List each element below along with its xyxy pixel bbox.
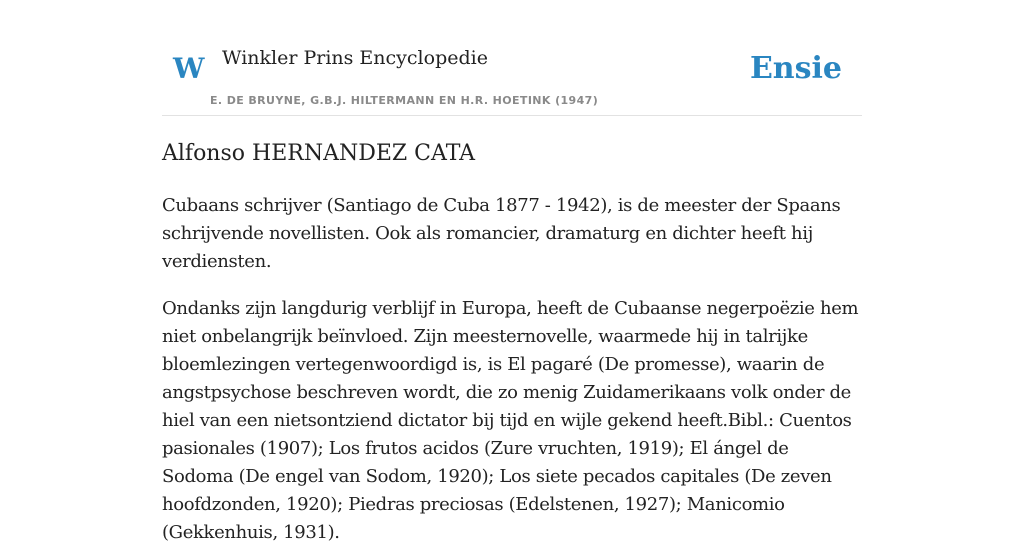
source-authors: E. DE BRUYNE, G.B.J. HILTERMANN EN H.R. HOETINK (1947) (210, 94, 599, 107)
source-title[interactable]: Winkler Prins Encyclopedie (222, 47, 488, 69)
article-title: Alfonso HERNANDEZ CATA (162, 141, 476, 166)
winkler-prins-logo-icon[interactable]: W (173, 52, 205, 85)
source-header (162, 40, 862, 116)
article-paragraph: Ondanks zijn langdurig verblijf in Europa, heeft de Cubaanse negerpoëzie hem niet onbelangrijk beïnvloed. Zijn meesternovelle, waarmede hij in talrijke bloemlezingen vertegenwoordigd is, is El pagaré (De promesse), waarin de angstpsychose beschreven wordt, die zo menig Zuidamerikaans volk onder de hiel van een nietsontziend dictator bij tijd en wijle gekend heeft.Bibl.: Cuentos pasionales (1907); Los frutos acidos (Zure vruchten, 1919); El ángel de Sodoma (De engel van Sodom, 1920); Los siete pecados capitales (De zeven hoofdzonden, 1920); Piedras preciosas (Edelstenen, 1927); Manicomio (Gekkenhuis, 1931). (162, 298, 859, 543)
ensie-logo[interactable]: Ensie (749, 51, 842, 86)
article-paragraph: Cubaans schrijver (Santiago de Cuba 1877 - 1942), is de meester der Spaans schrijvende novellisten. Ook als romancier, dramaturg en dichter heeft hij verdiensten. (162, 195, 841, 272)
article (162, 138, 864, 547)
